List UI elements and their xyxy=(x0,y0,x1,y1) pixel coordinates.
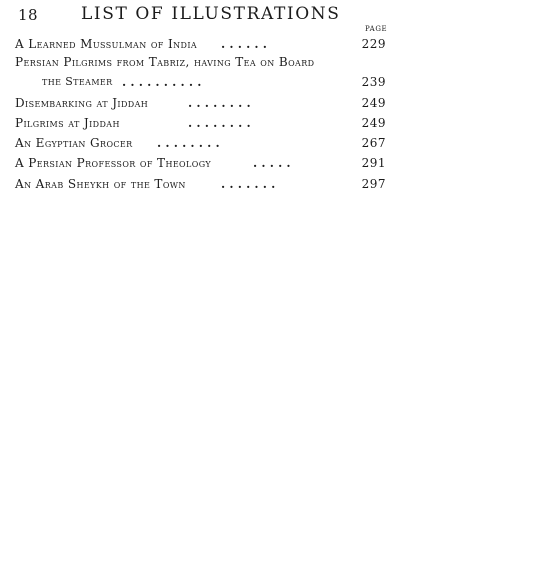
dot-leaders: . . . . . xyxy=(253,156,291,170)
illustration-page: 249 xyxy=(361,96,386,110)
illustration-entry xyxy=(0,53,534,71)
illustration-entry xyxy=(0,73,534,91)
illustration-entry xyxy=(0,94,534,112)
dot-leaders: . . . . . . . . xyxy=(188,96,251,110)
illustration-page: 267 xyxy=(361,136,386,150)
illustration-page: 249 xyxy=(361,116,386,130)
page-number: 18 xyxy=(18,6,39,24)
illustration-entry xyxy=(0,134,534,152)
illustration-entry xyxy=(0,114,534,132)
illustration-entry xyxy=(0,175,534,193)
dot-leaders: . . . . . . . . . . xyxy=(122,75,202,89)
illustration-title: A Learned Mussulman of India xyxy=(15,37,198,51)
dot-leaders: . . . . . . . . xyxy=(188,116,251,130)
illustration-page: 297 xyxy=(361,177,386,191)
page-column-label: PAGE xyxy=(365,25,388,33)
dot-leaders: . . . . . . xyxy=(221,37,267,51)
page-title: LIST OF ILLUSTRATIONS xyxy=(81,4,341,24)
illustration-entry xyxy=(0,154,534,172)
illustration-page: 291 xyxy=(361,156,386,170)
illustration-title: An Egyptian Grocer xyxy=(15,136,133,150)
dot-leaders: . . . . . . . . xyxy=(157,136,220,150)
illustration-title: Persian Pilgrims from Tabriz, having Tea on Board xyxy=(15,55,315,69)
illustration-page: 239 xyxy=(361,75,386,89)
illustration-title: the Steamer xyxy=(42,75,113,88)
illustration-title: Pilgrims at Jiddah xyxy=(15,116,120,130)
dot-leaders: . . . . . . . xyxy=(221,177,276,191)
illustration-title: A Persian Professor of Theology xyxy=(15,156,212,170)
illustration-title: An Arab Sheykh of the Town xyxy=(15,177,186,191)
illustration-entry xyxy=(0,35,534,53)
illustration-page: 229 xyxy=(361,37,386,51)
illustration-title: Disembarking at Jiddah xyxy=(15,96,149,110)
